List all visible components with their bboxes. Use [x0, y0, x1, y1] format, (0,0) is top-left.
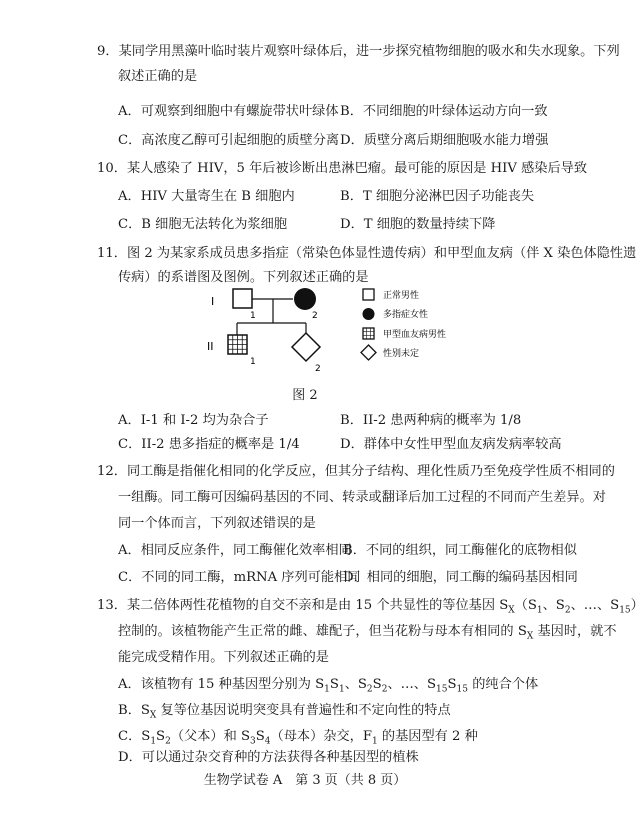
q9-option-c: C．高浓度乙醇可引起细胞的质壁分离	[118, 133, 340, 148]
q10-option-b: B．T 细胞分泌淋巴因子功能丧失	[340, 189, 535, 204]
q10-option-c: C．B 细胞无法转化为浆细胞	[118, 217, 288, 232]
pedigree-i2-polydactyly-female	[294, 288, 316, 310]
page-footer: 生物学试卷 A 第 3 页（共 8 页）	[203, 773, 407, 788]
q13-stem: 13．某二倍体两性花植物的自交不亲和是由 15 个共显性的等位基因 $S_X(S_1$、$S_2$、…、$S_{15}$）	[97, 598, 644, 616]
q13-option-b: B．$S_X$ 复等位基因说明突变具有普遍性和不定向性的特点	[118, 703, 451, 721]
q9-option-b: B．不同细胞的叶绿体运动方向一致	[340, 104, 548, 119]
q10-option-a: A．HIV 大量寄生在 B 细胞内	[118, 189, 295, 204]
q12-stem-cont: 一组酶。同工酶可因编码基因的不同、转录或翻译后加工过程的不同而产生差异。对	[118, 490, 606, 505]
q12-option-b: B．不同的组织，同工酶催化的底物相似	[343, 543, 577, 558]
q11-option-d: D．群体中女性甲型血友病发病率较高	[340, 437, 562, 452]
q9-option-a: A．可观察到细胞中有螺旋带状叶绿体	[118, 104, 339, 119]
q13-stem-cont: 控制的。该植物能产生正常的雌、雄配子，但当花粉与母本有相同的 $S_X$ 基因时，就不	[118, 624, 617, 642]
q13-option-a: A．该植物有 15 种基因型分别为 $S_1S_1$、$S_2S_2$、…、$S_{15}S_{15}$ 的纯合个体	[118, 677, 539, 695]
pedigree-i2-number: 2	[312, 311, 318, 321]
q12-stem: 12．同工酶是指催化相同的化学反应，但其分子结构、理化性质乃至免疫学性质不相同的	[97, 464, 615, 479]
q11-option-a: A．I-1 和 I-2 均为杂合子	[118, 413, 269, 428]
q10-option-d: D．T 细胞的数量持续下降	[340, 217, 496, 232]
legend-polydactyly-female-symbol	[363, 308, 375, 320]
q12-stem-cont2: 同一个体而言，下列叙述错误的是	[118, 516, 316, 531]
q9-option-d: D．质壁分离后期细胞吸水能力增强	[340, 133, 549, 148]
q10-stem: 10．某人感染了 HIV，5 年后被诊断出患淋巴瘤。最可能的原因是 HIV 感染后导致	[97, 161, 588, 176]
pedigree-i1-number: 1	[250, 311, 256, 321]
legend-normal-male-symbol	[363, 289, 374, 300]
q11-option-c: C．II-2 患多指症的概率是 1/4	[118, 437, 300, 452]
generation-label-ii: II	[207, 340, 214, 353]
pedigree-ii2-unknown-sex	[292, 333, 320, 361]
q13-option-d: D．可以通过杂交育种的方法获得各种基因型的植株	[118, 750, 419, 765]
pedigree-i1-normal-male	[233, 289, 252, 308]
legend-polydactyly-female-label: 多指症女性	[383, 310, 429, 320]
legend-hemophilia-male-symbol	[363, 328, 374, 339]
legend-hemophilia-male-label: 甲型血友病男性	[383, 330, 447, 340]
pedigree-figure	[195, 283, 495, 375]
q9-stem-cont: 叙述正确的是	[118, 69, 198, 84]
q13-option-c: C．$S_1S_2$（父本）和 $S_3S_4$（母本）杂交，$F_1$ 的基因型有 2 种	[118, 729, 478, 747]
pedigree-ii1-number: 1	[250, 357, 256, 367]
q11-stem-cont: 传病）的系谱图及图例。下列叙述正确的是	[118, 270, 369, 285]
q12-option-c: C．不同的同工酶，mRNA 序列可能相同	[118, 570, 361, 585]
legend-normal-male-label: 正常男性	[383, 291, 420, 301]
pedigree-ii2-number: 2	[315, 364, 321, 374]
q9-stem: 9．某同学用黑藻叶临时装片观察叶绿体后，进一步探究植物细胞的吸水和失水现象。下列	[97, 44, 620, 59]
figure-caption: 图 2	[292, 388, 318, 403]
q11-stem: 11．图 2 为某家系成员患多指症（常染色体显性遗传病）和甲型血友病（伴 X 染色体隐性遗	[97, 246, 637, 261]
q12-option-a: A．相同反应条件，同工酶催化效率相同	[118, 543, 352, 558]
q11-option-b: B．II-2 患两种病的概率为 1/8	[340, 413, 522, 428]
q13-stem-cont2: 能完成受精作用。下列叙述正确的是	[118, 650, 329, 665]
generation-label-i: I	[211, 295, 215, 308]
legend-unknown-sex-label: 性别未定	[383, 349, 420, 359]
q12-option-d: D．相同的细胞，同工酶的编码基因相同	[343, 570, 578, 585]
legend-unknown-sex-symbol	[361, 345, 376, 360]
